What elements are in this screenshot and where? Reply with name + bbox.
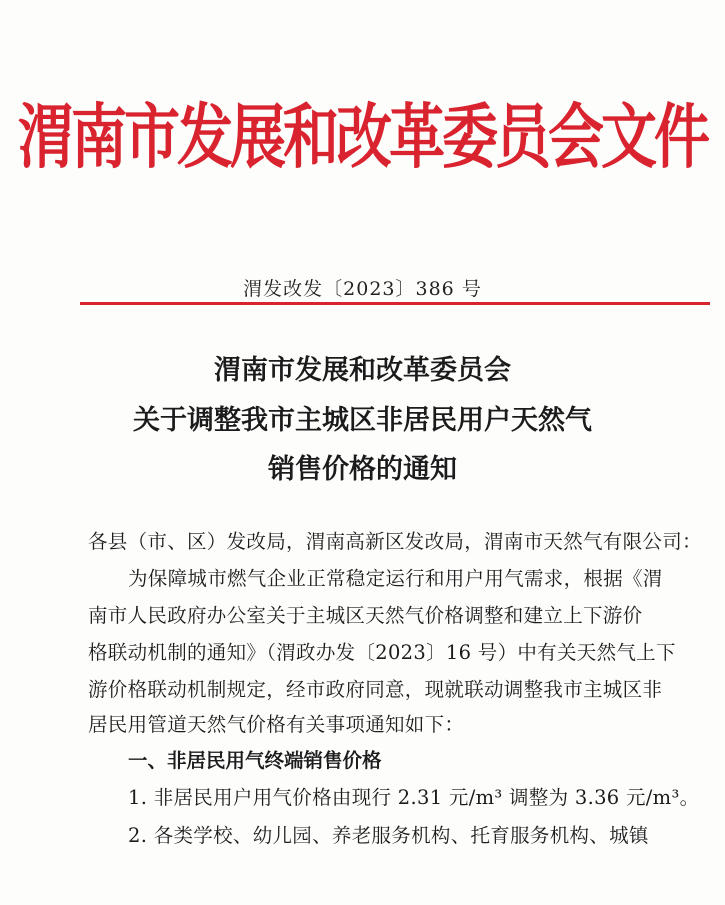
masthead-title: 渭南市发展和改革委员会文件 <box>18 97 707 179</box>
paragraph-line: 居民用管道天然气价格有关事项通知如下： <box>88 713 465 736</box>
section-heading: 一、非居民用气终端销售价格 <box>128 749 382 772</box>
document-number: 渭发改发〔2023〕386 号 <box>243 278 482 300</box>
list-item: 1. 非居民用户用气价格由现行 2.31 元/m³ 调整为 3.36 元/m³。 <box>128 786 700 809</box>
notice-title-line-1: 渭南市发展和改革委员会 <box>214 355 511 386</box>
paragraph-line: 南市人民政府办公室关于主城区天然气价格调整和建立上下游价 <box>88 604 643 627</box>
notice-title-line-2: 关于调整我市主城区非居民用户天然气 <box>133 405 592 436</box>
paragraph-line: 游价格联动机制规定，经市政府同意，现就联动调整我市主城区非 <box>88 678 663 701</box>
addressee-line: 各县（市、区）发改局，渭南高新区发改局，渭南市天然气有限公司： <box>88 530 702 553</box>
list-item: 2. 各类学校、幼儿园、养老服务机构、托育服务机构、城镇 <box>128 824 649 847</box>
red-divider <box>80 302 710 305</box>
paragraph-line: 格联动机制的通知》（渭政办发〔2023〕16 号）中有关天然气上下 <box>88 641 676 664</box>
paragraph-line: 为保障城市燃气企业正常稳定运行和用户用气需求，根据《渭 <box>128 567 663 590</box>
notice-title-line-3: 销售价格的通知 <box>268 454 457 485</box>
